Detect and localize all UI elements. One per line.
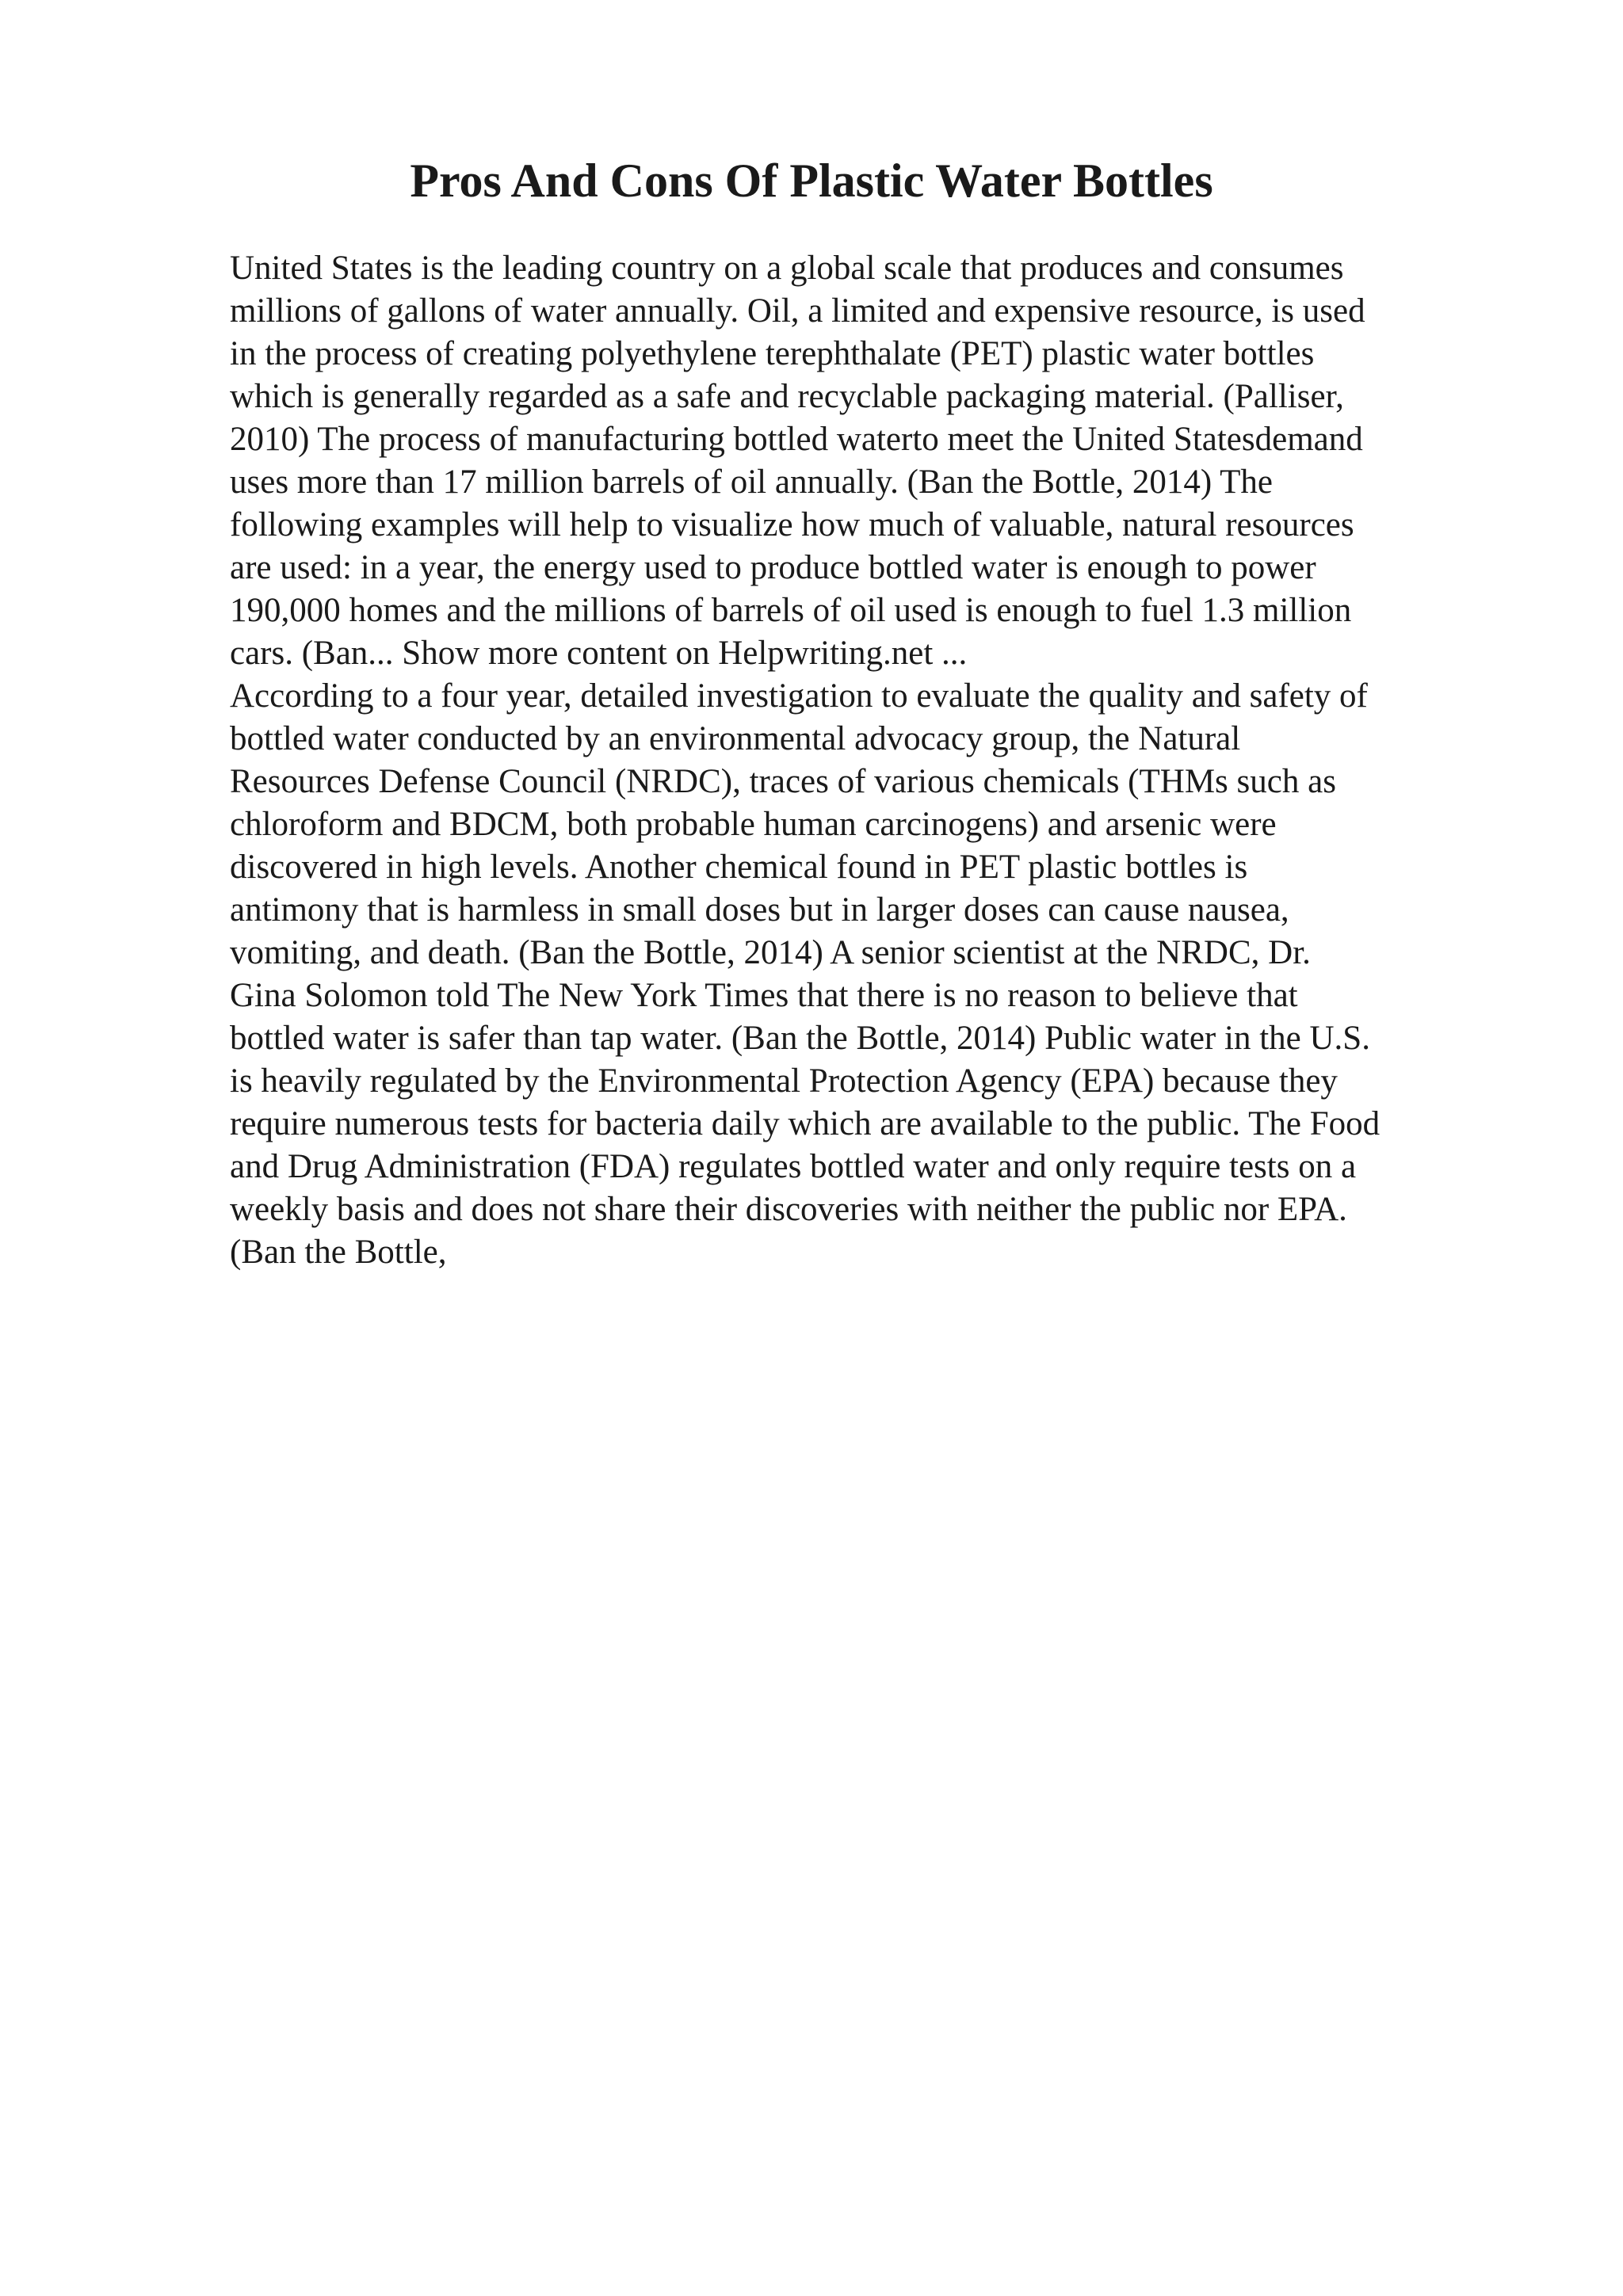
body-line: Gina Solomon told The New York Times that there is no reason to believe that bbox=[230, 977, 1298, 1014]
body-line: vomiting, and death. (Ban the Bottle, 2014) A senior scientist at the NRDC, Dr. bbox=[230, 934, 1311, 971]
body-line: which is generally regarded as a safe and recyclable packaging material. (Palliser, bbox=[230, 378, 1344, 415]
document-body bbox=[230, 247, 1498, 1274]
document-title: Pros And Cons Of Plastic Water Bottles bbox=[410, 154, 1213, 207]
body-line: bottled water conducted by an environmental advocacy group, the Natural bbox=[230, 720, 1241, 757]
body-line: millions of gallons of water annually. Oil, a limited and expensive resource, is used bbox=[230, 292, 1365, 330]
body-line: and Drug Administration (FDA) regulates bottled water and only require tests on a bbox=[230, 1148, 1357, 1185]
body-line: chloroform and BDCM, both probable human carcinogens) and arsenic were bbox=[230, 806, 1277, 843]
body-line: in the process of creating polyethylene terephthalate (PET) plastic water bottles bbox=[230, 335, 1315, 372]
body-line: weekly basis and does not share their discoveries with neither the public nor EPA. bbox=[230, 1191, 1347, 1228]
body-line: United States is the leading country on a global scale that produces and consumes bbox=[230, 250, 1344, 287]
body-line: require numerous tests for bacteria daily which are available to the public. The Food bbox=[230, 1105, 1381, 1142]
body-line: following examples will help to visualize how much of valuable, natural resources bbox=[230, 506, 1354, 543]
body-line: According to a four year, detailed investigation to evaluate the quality and safety of bbox=[230, 677, 1368, 715]
body-line: (Ban the Bottle, bbox=[230, 1234, 447, 1271]
body-line: cars. (Ban... Show more content on Helpwriting.net ... bbox=[230, 635, 968, 672]
body-line: is heavily regulated by the Environmental Protection Agency (EPA) because they bbox=[230, 1062, 1338, 1100]
body-line: bottled water is safer than tap water. (Ban the Bottle, 2014) Public water in the U.S. bbox=[230, 1020, 1370, 1057]
body-line: discovered in high levels. Another chemical found in PET plastic bottles is bbox=[230, 849, 1248, 886]
body-line: 190,000 homes and the millions of barrels of oil used is enough to fuel 1.3 million bbox=[230, 592, 1352, 629]
body-line: 2010) The process of manufacturing bottled waterto meet the United Statesdemand bbox=[230, 421, 1363, 458]
body-line: Resources Defense Council (NRDC), traces of various chemicals (THMs such as bbox=[230, 763, 1336, 800]
body-line: uses more than 17 million barrels of oil annually. (Ban the Bottle, 2014) The bbox=[230, 463, 1274, 501]
body-line: are used: in a year, the energy used to produce bottled water is enough to power bbox=[230, 549, 1316, 586]
body-line: antimony that is harmless in small doses but in larger doses can cause nausea, bbox=[230, 891, 1289, 929]
